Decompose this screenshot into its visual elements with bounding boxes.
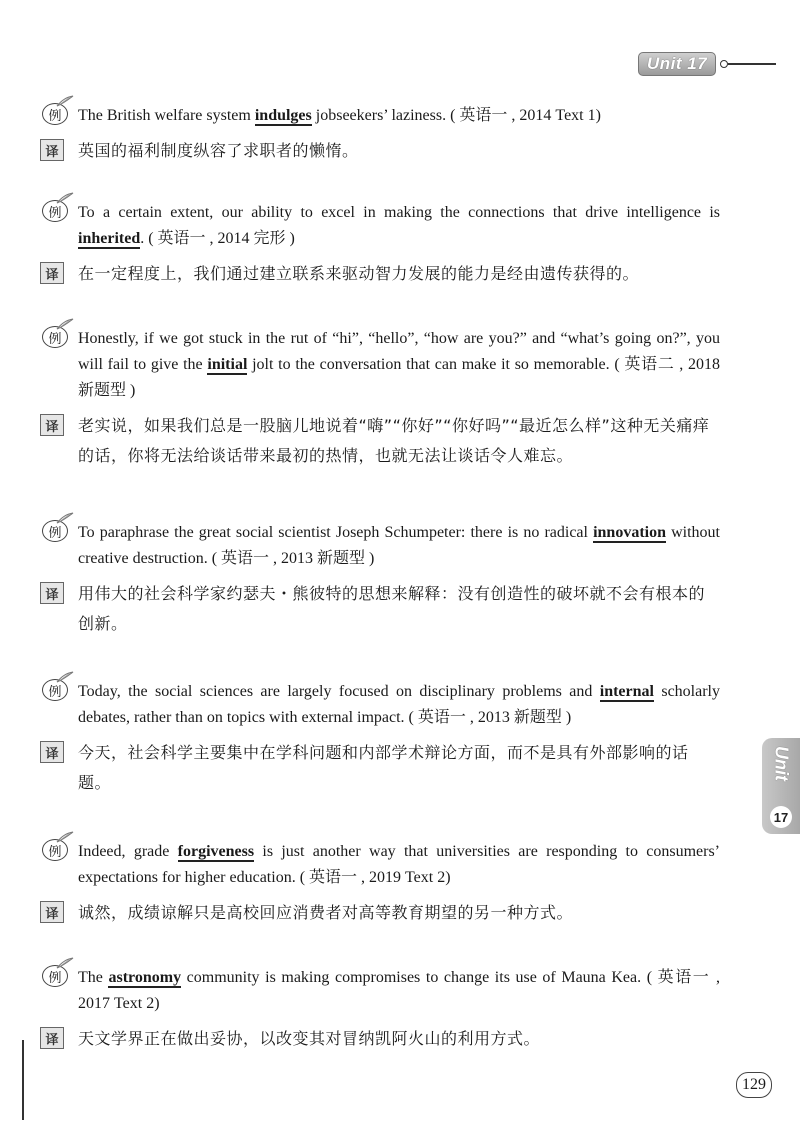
example-mark-icon [40,520,70,542]
example-entry [40,326,720,471]
translation-text: 在一定程度上，我们通过建立联系来驱动智力发展的能力是经由遗传获得的。 [78,264,640,283]
example-row [40,965,720,1017]
keyword: forgiveness [177,843,255,860]
sentence-pre: Indeed, grade [78,843,178,860]
feather-icon [56,511,74,523]
example-sentence [78,326,720,404]
translation-row [40,579,720,639]
translation-text: 天文学界正在做出妥协，以改变其对冒纳凯阿火山的利用方式。 [78,1029,541,1048]
example-label: 例 [42,326,68,348]
example-sentence [78,200,720,252]
side-unit-tab [762,738,800,834]
example-row [40,326,720,404]
example-label: 例 [42,679,68,701]
translation-label: 译 [40,901,64,923]
translation-label: 译 [40,139,64,161]
example-mark-icon [40,965,70,987]
side-unit-number: 17 [770,806,792,828]
sentence-post: is just another way that universities are responding to consumers’ expectations for higher education. ( 英语一 , 2019 Text 2) [78,843,721,886]
translation-row [40,259,720,289]
translation-label: 译 [40,1027,64,1049]
translation-row [40,136,720,166]
example-sentence [78,839,720,891]
feather-icon [56,191,74,203]
example-entry [40,679,720,798]
keyword: innovation [593,524,666,541]
example-label: 例 [42,103,68,125]
feather-icon [56,830,74,842]
example-entry [40,965,720,1054]
translation-row [40,411,720,471]
example-sentence [78,965,720,1017]
translation-text: 用伟大的社会科学家约瑟夫・熊彼特的思想来解释：没有创造性的破坏就不会有根本的创新。 [78,584,706,633]
keyword: astronomy [108,969,182,986]
keyword: internal [599,683,654,700]
example-mark-icon [40,839,70,861]
example-label: 例 [42,839,68,861]
side-unit-label: Unit [771,746,792,781]
example-mark-icon [40,326,70,348]
unit-header [638,52,776,76]
example-row [40,520,720,572]
example-entry [40,200,720,289]
translation-text: 今天，社会科学主要集中在学科问题和内部学术辩论方面，而不是具有外部影响的话题。 [78,743,689,792]
feather-icon [56,956,74,968]
translation-row [40,898,720,928]
translation-label: 译 [40,414,64,436]
example-mark-icon [40,679,70,701]
feather-icon [56,317,74,329]
example-mark-icon [40,103,70,125]
margin-rule [22,1040,24,1120]
sentence-post: jolt to the conversation that can make it so memorable. ( 英语二 , 2018 新题型 ) [78,356,721,399]
sentence-post: jobseekers’ laziness. ( 英语一 , 2014 Text 1) [311,107,601,124]
sentence-pre: To a certain extent, our ability to excel in making the connections that drive intelligence is [78,204,720,221]
sentence-pre: The British welfare system [78,107,255,124]
sentence-pre: Today, the social sciences are largely focused on disciplinary problems and [78,683,600,700]
example-entry [40,520,720,639]
translation-text: 老实说，如果我们总是一股脑儿地说着“嗨”“你好”“你好吗”“最近怎么样”这种无关痛痒的话，你将无法给谈话带来最初的热情，也就无法让谈话令人难忘。 [78,416,710,465]
example-row [40,839,720,891]
keyword: inherited [78,230,141,247]
sentence-pre: To paraphrase the great social scientist Joseph Schumpeter: there is no radical [78,524,594,541]
example-label: 例 [42,520,68,542]
keyword: indulges [254,107,312,124]
translation-label: 译 [40,582,64,604]
translation-text: 英国的福利制度纵容了求职者的懒惰。 [78,141,359,160]
translation-row [40,1024,720,1054]
example-label: 例 [42,200,68,222]
page-number: 129 [736,1072,772,1098]
unit-rule [728,63,776,65]
example-sentence [78,520,720,572]
example-label: 例 [42,965,68,987]
sentence-pre: The [78,969,109,986]
translation-text: 诚然，成绩谅解只是高校回应消费者对高等教育期望的另一种方式。 [78,903,574,922]
unit-badge: Unit 17 [638,52,716,76]
example-entry [40,103,720,166]
unit-dot-icon [720,60,728,68]
keyword: initial [207,356,248,373]
translation-label: 译 [40,741,64,763]
sentence-post: community is making compromises to change its use of Mauna Kea. ( 英语一 , 2017 Text 2) [78,969,720,1012]
sentence-post: . ( 英语一 , 2014 完形 ) [140,230,295,247]
example-row [40,103,720,129]
example-entry [40,839,720,928]
translation-row [40,738,720,798]
example-mark-icon [40,200,70,222]
example-sentence [78,103,720,129]
sentence-post: without creative destruction. ( 英语一 , 2013 新题型 ) [78,524,720,567]
example-row [40,679,720,731]
example-row [40,200,720,252]
sentence-pre: Honestly, if we got stuck in the rut of “hi”, “hello”, “how are you?” and “what’s going on?”, you will fail to give the [78,330,720,373]
example-sentence [78,679,720,731]
translation-label: 译 [40,262,64,284]
feather-icon [56,670,74,682]
sentence-post: scholarly debates, rather than on topics with external impact. ( 英语一 , 2013 新题型 ) [78,683,721,726]
feather-icon [56,94,74,106]
